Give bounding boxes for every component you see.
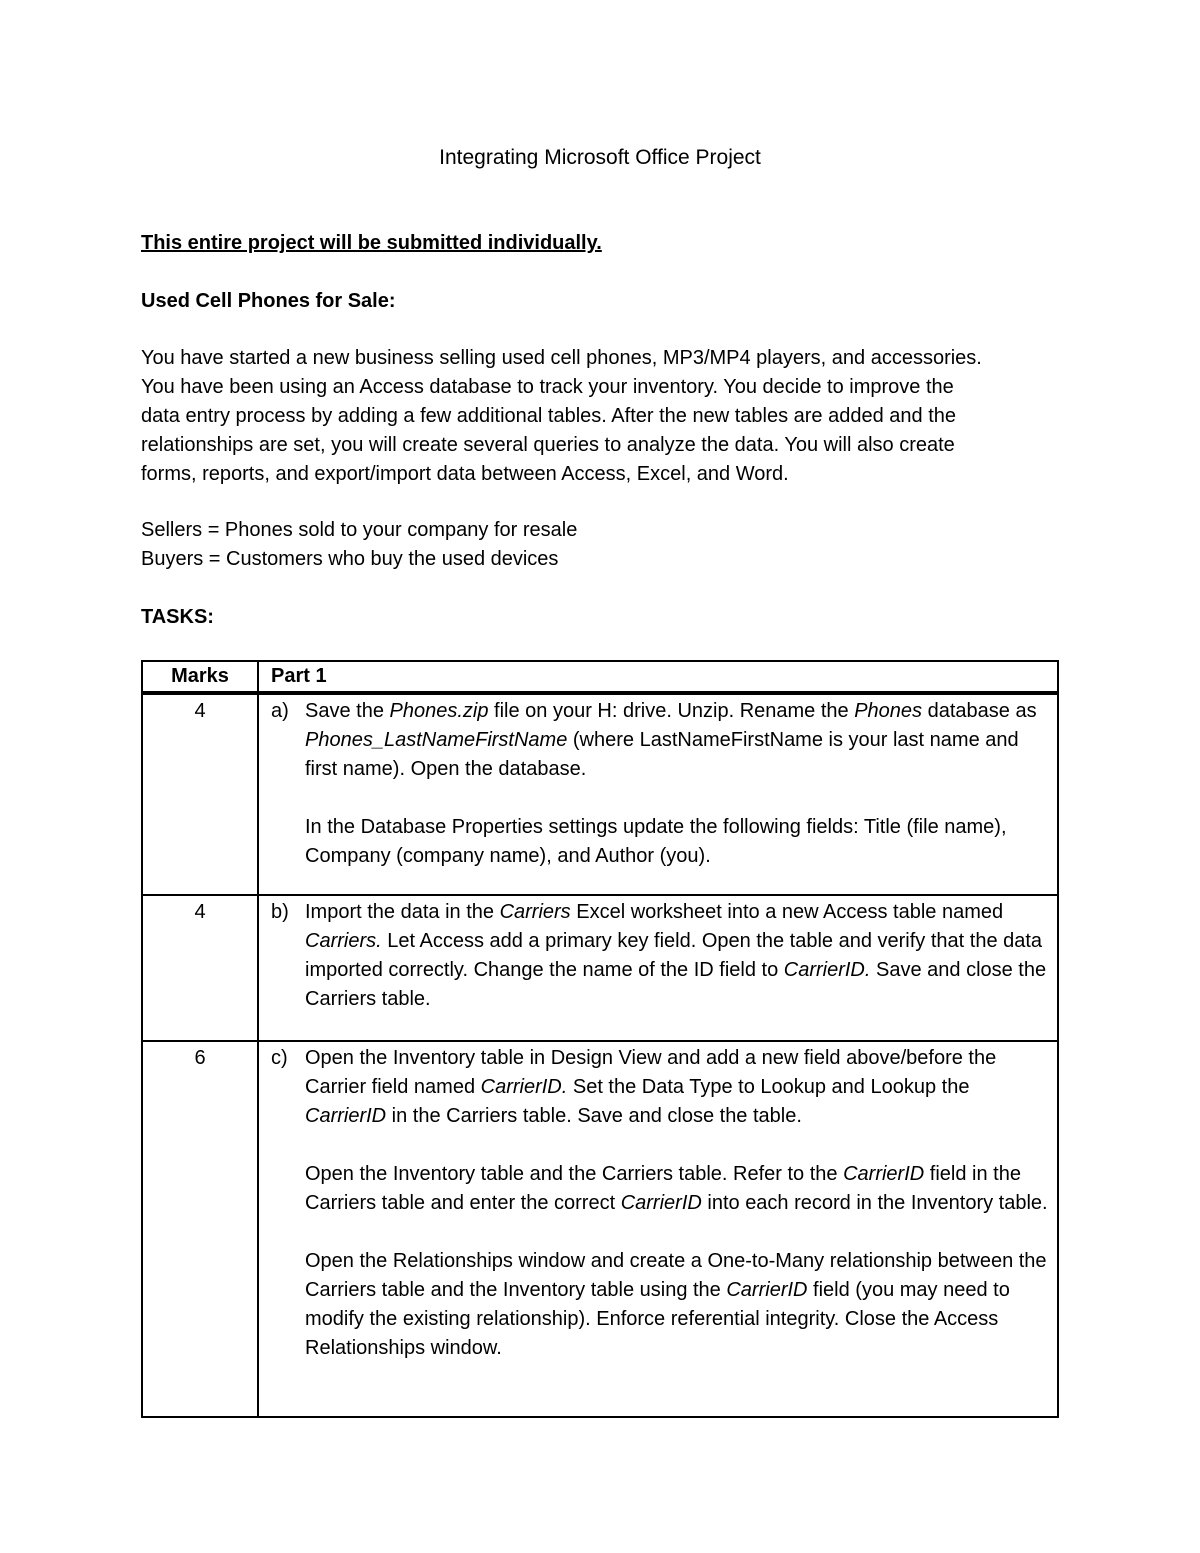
task-text: field in the Carriers table and enter the correct: [305, 1163, 1021, 1214]
task-cell: [258, 693, 1058, 895]
task-text: Save and close the Carriers table.: [305, 959, 1047, 1010]
italic-term: Carriers: [499, 901, 571, 923]
document-title: Integrating Microsoft Office Project: [439, 146, 761, 169]
task-text: database as: [922, 700, 1037, 722]
intro-line: forms, reports, and export/import data between Access, Excel, and Word.: [141, 463, 789, 485]
task-text: file on your H: drive. Unzip. Rename the: [488, 700, 855, 722]
task-paragraph: [305, 813, 1051, 871]
tasks-heading: TASKS:: [141, 606, 214, 628]
task-item: [271, 697, 1051, 871]
intro-line: data entry process by adding a few additional tables. After the new tables are added and the: [141, 405, 956, 427]
task-letter: b): [271, 901, 289, 923]
definition-sellers: Sellers = Phones sold to your company for resale: [141, 519, 578, 541]
italic-term: Carriers.: [305, 930, 382, 952]
task-text: Open the Inventory table in Design View and add a new field above/before the Carrier field named: [305, 1047, 997, 1098]
italic-term: CarrierID: [726, 1279, 808, 1301]
task-item: [271, 1044, 1051, 1363]
task-body: [305, 697, 1051, 871]
task-text: into each record in the Inventory table.: [701, 1192, 1048, 1214]
submission-note: This entire project will be submitted individually.: [141, 232, 602, 254]
marks-column-header: Marks: [142, 661, 258, 693]
definition-buyers: Buyers = Customers who buy the used devices: [141, 548, 559, 570]
italic-term: CarrierID.: [480, 1076, 568, 1098]
table-header-row: [142, 661, 1058, 693]
task-paragraph: [305, 1044, 1051, 1131]
tasks-table-body: [142, 693, 1058, 1417]
task-text: Set the Data Type to Lookup and Lookup the: [567, 1076, 970, 1098]
italic-term: Phones.zip: [389, 700, 489, 722]
intro-line: relationships are set, you will create several queries to analyze the data. You will also create: [141, 434, 955, 456]
table-row: [142, 693, 1058, 895]
task-paragraph: [305, 697, 1051, 784]
task-body: [305, 1044, 1051, 1363]
intro-line: You have started a new business selling used cell phones, MP3/MP4 players, and accessories.: [141, 347, 982, 369]
italic-term: Phones_LastNameFirstName: [305, 729, 568, 751]
marks-cell: 4: [142, 895, 258, 1041]
task-letter: a): [271, 700, 289, 722]
tasks-table: [141, 660, 1059, 1418]
task-paragraph: [305, 1160, 1051, 1218]
part-column-header: Part 1: [258, 661, 1058, 693]
task-text: (where LastNameFirstName is your last name and first name). Open the database.: [305, 729, 1019, 780]
table-row: [142, 1041, 1058, 1417]
marks-cell: 6: [142, 1041, 258, 1417]
task-body: [305, 898, 1051, 1014]
section-heading: Used Cell Phones for Sale:: [141, 290, 396, 312]
task-text: in the Carriers table. Save and close the table.: [386, 1105, 802, 1127]
task-text: field (you may need to modify the existing relationship). Enforce referential integrity. Close the Access Relationships window.: [305, 1279, 1010, 1359]
italic-term: Phones: [854, 700, 923, 722]
task-text: Save the: [305, 700, 390, 722]
definitions: [141, 516, 1081, 574]
task-cell: [258, 895, 1058, 1041]
task-text: Import the data in the: [305, 901, 500, 923]
intro-line: You have been using an Access database to track your inventory. You decide to improve the: [141, 376, 954, 398]
task-paragraph: [305, 1247, 1051, 1363]
task-text: In the Database Properties settings update the following fields: Title (file name), Company (company name), and Author (you).: [305, 816, 1007, 867]
italic-term: CarrierID: [843, 1163, 925, 1185]
table-row: [142, 895, 1058, 1041]
task-text: Excel worksheet into a new Access table named: [570, 901, 1004, 923]
marks-cell: 4: [142, 693, 258, 895]
task-letter: c): [271, 1047, 288, 1069]
task-cell: [258, 1041, 1058, 1417]
italic-term: CarrierID: [305, 1105, 387, 1127]
task-text: Open the Inventory table and the Carriers table. Refer to the: [305, 1163, 844, 1185]
italic-term: CarrierID: [620, 1192, 702, 1214]
italic-term: CarrierID.: [783, 959, 871, 981]
task-paragraph: [305, 898, 1051, 1014]
intro-paragraph: [141, 344, 1081, 489]
task-text: Let Access add a primary key field. Open the table and verify that the data imported correctly. Change the name of the ID field to: [305, 930, 1043, 981]
task-item: [271, 898, 1051, 1014]
task-text: Open the Relationships window and create a One-to-Many relationship between the Carriers table and the Inventory table using the: [305, 1250, 1047, 1301]
